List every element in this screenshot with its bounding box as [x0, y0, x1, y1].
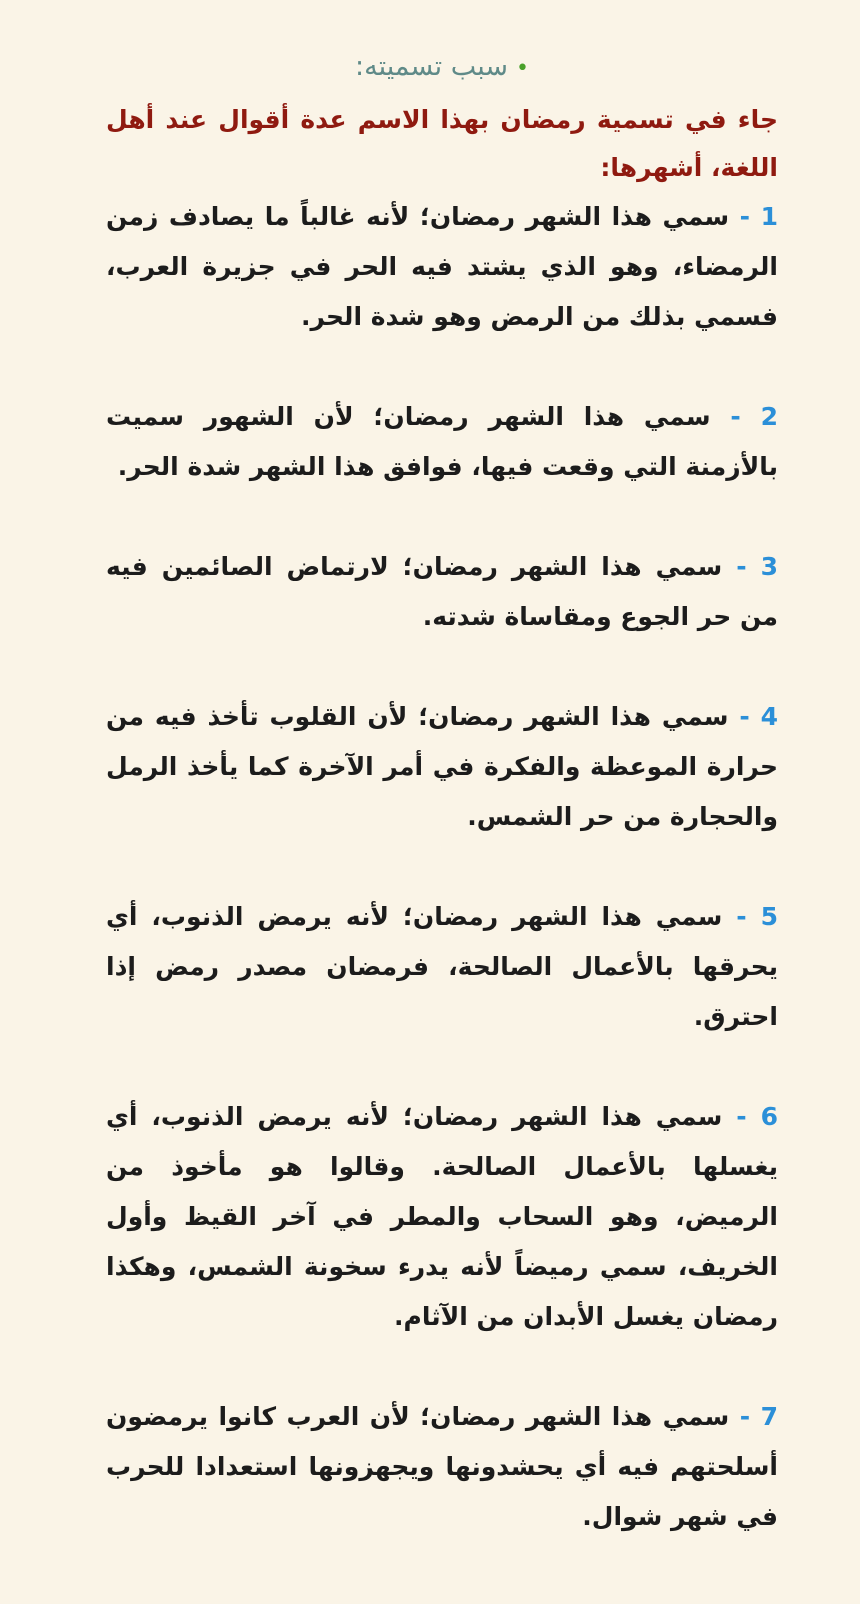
- list-item: [106, 1092, 778, 1342]
- item-text: سمي هذا الشهر رمضان؛ لأن القلوب تأخذ فيه من حرارة الموعظة والفكرة في أمر الآخرة كما يأخذ الرمل والحجارة من حر الشمس.: [106, 702, 778, 831]
- item-text: سمي هذا الشهر رمضان؛ لأن الشهور سميت بالأزمنة التي وقعت فيها، فوافق هذا الشهر شدة الحر.: [106, 402, 778, 481]
- item-text: سمي هذا الشهر رمضان؛ لأنه يرمض الذنوب، أي يحرقها بالأعمال الصالحة، فرمضان مصدر رمض إذا احترق.: [106, 902, 778, 1031]
- item-number: 3 -: [736, 552, 778, 581]
- list-item: [106, 692, 778, 842]
- list-item: [106, 192, 778, 342]
- article-content: [106, 46, 778, 1542]
- list-item: [106, 392, 778, 492]
- intro-paragraph: جاء في تسمية رمضان بهذا الاسم عدة أقوال عند أهل اللغة، أشهرها:: [106, 105, 778, 182]
- item-number: 6 -: [736, 1102, 778, 1131]
- item-number: 5 -: [736, 902, 778, 931]
- item-number: 2 -: [730, 402, 778, 431]
- item-number: 4 -: [739, 702, 778, 731]
- list-item: [106, 1392, 778, 1542]
- item-text: سمي هذا الشهر رمضان؛ لأن العرب كانوا يرمضون أسلحتهم فيه أي يحشدونها ويجهزونها استعدادا للحرب في شهر شوال.: [106, 1402, 778, 1531]
- item-number: 1 -: [739, 202, 778, 231]
- item-number: 7 -: [739, 1402, 778, 1431]
- list-item: [106, 892, 778, 1042]
- item-text: سمي هذا الشهر رمضان؛ لارتماض الصائمين فيه من حر الجوع ومقاساة شدته.: [106, 552, 778, 631]
- bullet-icon: •: [515, 56, 529, 81]
- item-text: سمي هذا الشهر رمضان؛ لأنه غالباً ما يصادف زمن الرمضاء، وهو الذي يشتد فيه الحر في جزيرة العرب، فسمي بذلك من الرمض وهو شدة الحر.: [106, 202, 778, 331]
- item-text: سمي هذا الشهر رمضان؛ لأنه يرمض الذنوب، أي يغسلها بالأعمال الصالحة. وقالوا هو مأخوذ من الرميض، وهو السحاب والمطر في آخر القيظ وأول الخريف، سمي رميضاً لأنه يدرء سخونة الشمس، وهكذا رمضان يغسل الأبدان من الآثام.: [106, 1102, 778, 1331]
- list-item: [106, 542, 778, 642]
- section-heading-text: سبب تسميته:: [355, 51, 508, 82]
- section-heading: [106, 46, 778, 90]
